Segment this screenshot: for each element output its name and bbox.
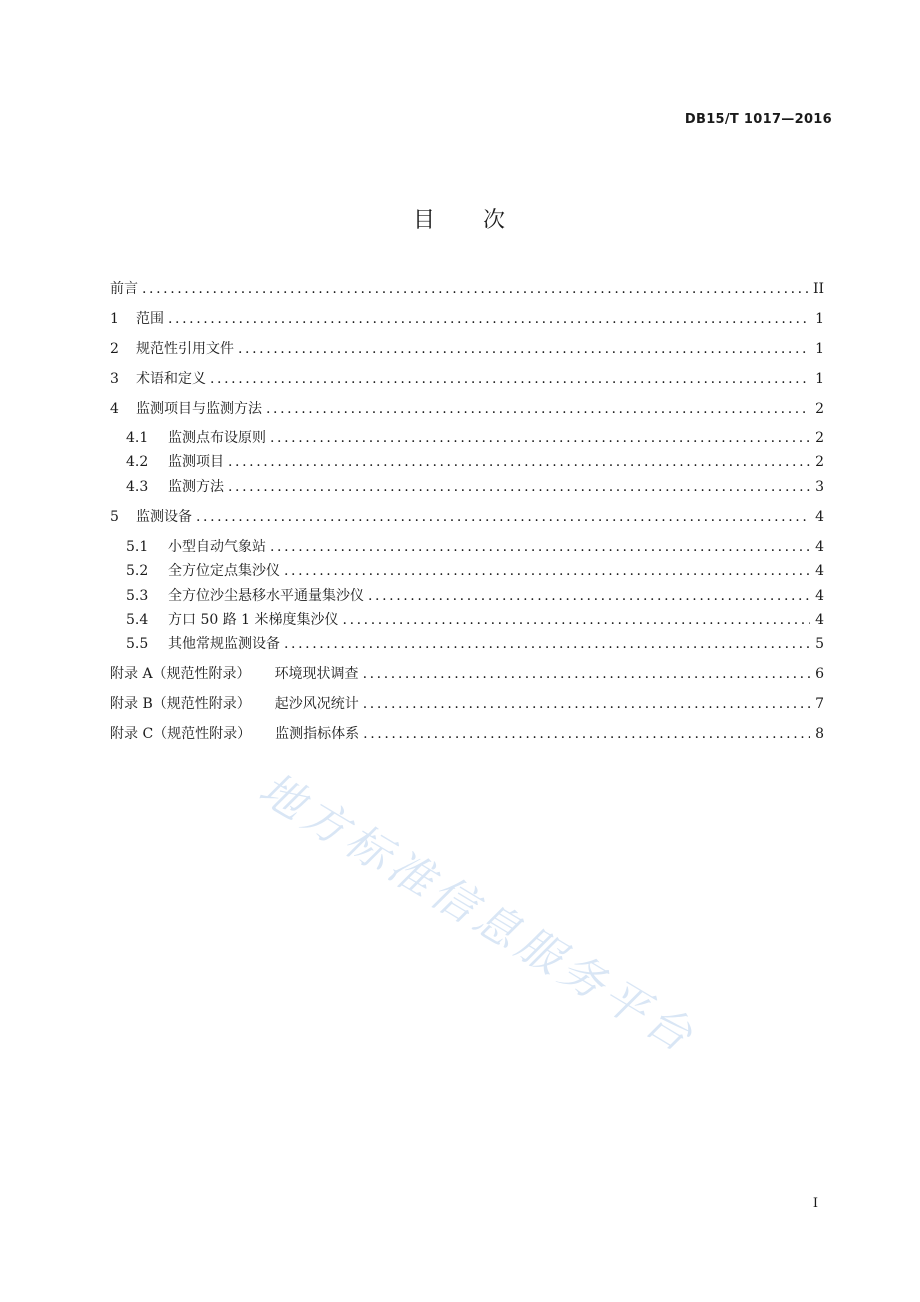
toc-entry-page: 6 xyxy=(815,666,824,682)
toc-entry-number: 4.2 xyxy=(126,454,149,470)
toc-leader-dots xyxy=(343,610,810,630)
toc-entry-4-2[interactable] xyxy=(126,452,824,472)
toc-entry-4-1[interactable] xyxy=(126,428,824,448)
toc-entry-2[interactable] xyxy=(110,339,824,359)
toc-entry-4[interactable] xyxy=(110,399,824,419)
toc-entry-title: 监测设备 xyxy=(136,509,192,525)
toc-entry-number: 4.3 xyxy=(126,479,149,495)
toc-entry-number: 5.4 xyxy=(126,612,149,628)
title-char-2: 次 xyxy=(483,208,508,233)
watermark-text: 地方标准信息服务平台 xyxy=(250,763,706,1065)
standard-code: DB15/T 1017—2016 xyxy=(684,112,832,127)
toc-entry-page: 5 xyxy=(815,636,824,652)
toc-leader-dots xyxy=(196,507,810,527)
toc-entry-number: 2 xyxy=(110,341,119,357)
toc-entry-title: 方口 50 路 1 米梯度集沙仪 xyxy=(168,612,339,628)
toc-leader-dots xyxy=(363,724,810,744)
toc-entry-number: 5.3 xyxy=(126,588,149,604)
page-number: I xyxy=(812,1196,818,1211)
toc-entry-5[interactable] xyxy=(110,507,824,527)
toc-entry-page: 3 xyxy=(815,479,824,495)
toc-leader-dots xyxy=(363,664,810,684)
toc-entry-title: 规范性引用文件 xyxy=(136,341,234,357)
toc-entry-page: 4 xyxy=(815,539,824,555)
toc-entry-page: 1 xyxy=(815,311,824,327)
toc-entry-number: 4.1 xyxy=(126,430,149,446)
toc-entry-page: 4 xyxy=(815,563,824,579)
toc-entry-page: 4 xyxy=(815,509,824,525)
toc-entry-title: 全方位沙尘悬移水平通量集沙仪 xyxy=(168,588,364,604)
toc-entry-appendix-c[interactable] xyxy=(110,724,824,744)
toc-entry-title: 环境现状调查 xyxy=(274,666,359,682)
toc-entry-title: 监测项目 xyxy=(168,454,224,470)
toc-leader-dots xyxy=(284,634,810,654)
toc-entry-title: 监测项目与监测方法 xyxy=(136,401,262,417)
toc-entry-5-3[interactable] xyxy=(126,586,824,606)
toc-entry-5-2[interactable] xyxy=(126,561,824,581)
toc-entry-page: II xyxy=(812,281,824,297)
toc-entry-title: 监测方法 xyxy=(168,479,224,495)
toc-entry-page: 4 xyxy=(815,612,824,628)
toc-entry-number: 5.5 xyxy=(126,636,149,652)
toc-entry-number: 1 xyxy=(110,311,119,327)
toc-entry-page: 8 xyxy=(815,726,824,742)
toc-entry-appendix-b[interactable] xyxy=(110,694,824,714)
toc-entry-number: 附录 B（规范性附录） xyxy=(110,696,251,712)
toc-entry-1[interactable] xyxy=(110,309,824,329)
toc-leader-dots xyxy=(168,309,810,329)
toc-entry-title: 监测指标体系 xyxy=(275,726,360,742)
toc-entry-4-3[interactable] xyxy=(126,477,824,497)
toc-entry-title: 术语和定义 xyxy=(136,371,206,387)
toc-entry-preface[interactable] xyxy=(110,279,824,299)
toc-entry-number: 3 xyxy=(110,371,119,387)
toc-leader-dots xyxy=(270,428,810,448)
toc-entry-title: 前言 xyxy=(110,281,138,297)
toc-entry-title: 其他常规监测设备 xyxy=(168,636,280,652)
toc-leader-dots xyxy=(228,477,810,497)
toc-entry-title: 起沙风况统计 xyxy=(274,696,359,712)
toc-entry-page: 4 xyxy=(815,588,824,604)
toc-entry-title: 范围 xyxy=(136,311,164,327)
toc-entry-page: 2 xyxy=(815,401,824,417)
toc-entry-number: 附录 A（规范性附录） xyxy=(110,666,251,682)
toc-entry-page: 2 xyxy=(815,454,824,470)
toc-entry-page: 1 xyxy=(815,341,824,357)
toc-leader-dots xyxy=(284,561,810,581)
toc-entry-5-4[interactable] xyxy=(126,610,824,630)
toc-entry-number: 5.2 xyxy=(126,563,149,579)
toc-leader-dots xyxy=(270,537,810,557)
toc-leader-dots xyxy=(142,279,809,299)
toc-entry-page: 2 xyxy=(815,430,824,446)
toc-entry-page: 1 xyxy=(815,371,824,387)
toc-leader-dots xyxy=(368,586,810,606)
toc-leader-dots xyxy=(228,452,810,472)
toc-entry-3[interactable] xyxy=(110,369,824,389)
toc-entry-number: 5.1 xyxy=(126,539,149,555)
toc-entry-page: 7 xyxy=(815,696,824,712)
toc-entry-number: 4 xyxy=(110,401,119,417)
toc-leader-dots xyxy=(363,694,810,714)
toc-entry-title: 小型自动气象站 xyxy=(168,539,266,555)
toc-entry-5-1[interactable] xyxy=(126,537,824,557)
toc-entry-appendix-a[interactable] xyxy=(110,664,824,684)
toc-leader-dots xyxy=(210,369,810,389)
title-char-1: 目 xyxy=(412,208,437,233)
toc-entry-5-5[interactable] xyxy=(126,634,824,654)
toc-entry-number: 5 xyxy=(110,509,119,525)
toc-leader-dots xyxy=(238,339,810,359)
toc-leader-dots xyxy=(266,399,810,419)
toc-entry-number: 附录 C（规范性附录） xyxy=(110,726,252,742)
toc-entry-title: 全方位定点集沙仪 xyxy=(168,563,280,579)
toc-entry-title: 监测点布设原则 xyxy=(168,430,266,446)
